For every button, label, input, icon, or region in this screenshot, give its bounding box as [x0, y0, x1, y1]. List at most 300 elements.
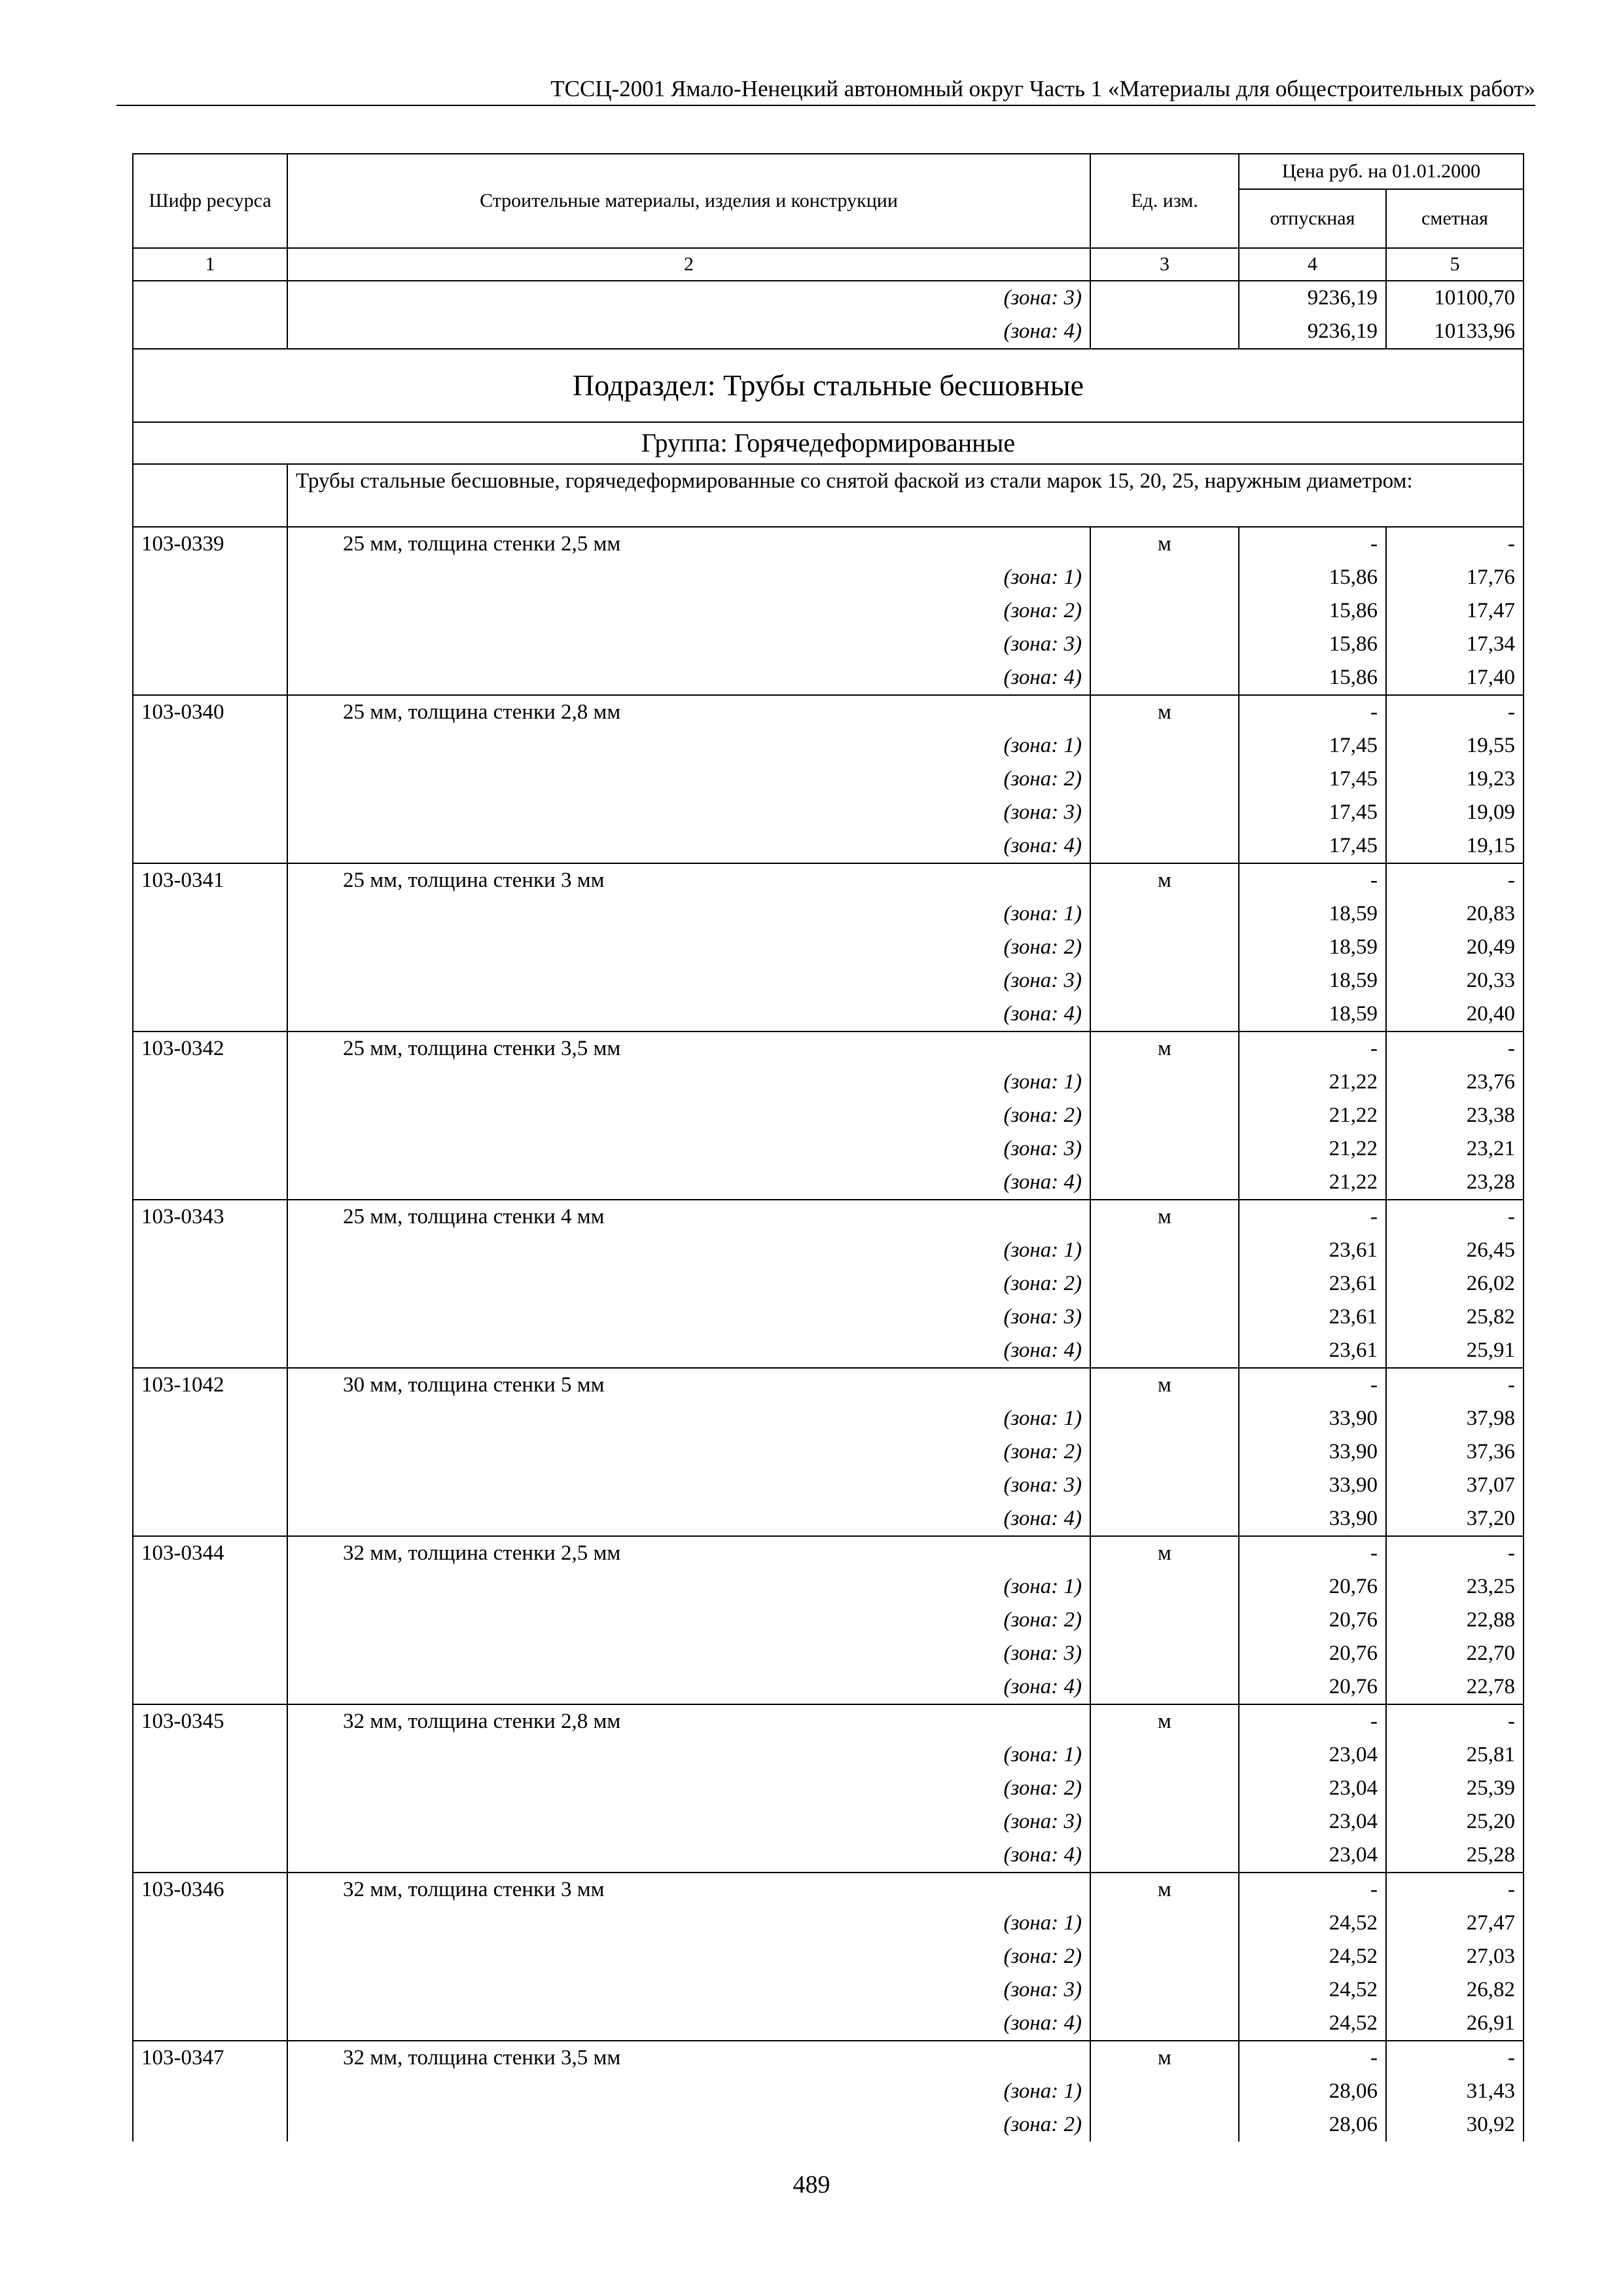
release-price: 15,86 — [1239, 561, 1386, 594]
estimate-price: 25,82 — [1386, 1300, 1524, 1334]
estimate-price: 20,49 — [1386, 931, 1524, 964]
release-price: 20,76 — [1239, 1670, 1386, 1704]
unit-cell: м — [1090, 527, 1239, 561]
code-cell — [133, 1402, 287, 1435]
resource-code: 103-0344 — [133, 1536, 287, 1570]
estimate-price: - — [1386, 1031, 1524, 1066]
code-cell — [133, 897, 287, 931]
estimate-price: 37,20 — [1386, 1502, 1524, 1536]
estimate-price: 30,92 — [1386, 2108, 1524, 2142]
zone-row — [133, 281, 1524, 315]
col-number: 2 — [287, 248, 1090, 281]
zone-row — [133, 628, 1524, 661]
zone-row — [133, 1334, 1524, 1368]
release-price: 17,45 — [1239, 762, 1386, 796]
estimate-price: 37,36 — [1386, 1435, 1524, 1469]
resource-code: 103-0343 — [133, 1200, 287, 1234]
unit-cell — [1090, 762, 1239, 796]
release-price: 15,86 — [1239, 628, 1386, 661]
release-price: 33,90 — [1239, 1469, 1386, 1502]
code-cell — [133, 628, 287, 661]
unit-cell — [1090, 1940, 1239, 1973]
unit-cell: м — [1090, 1200, 1239, 1234]
release-price: - — [1239, 2041, 1386, 2075]
item-row — [133, 1200, 1524, 1234]
zone-row — [133, 315, 1524, 349]
unit-cell — [1090, 1637, 1239, 1670]
zone-row — [133, 1637, 1524, 1670]
estimate-price: 19,09 — [1386, 796, 1524, 829]
unit-cell — [1090, 1502, 1239, 1536]
zone-row — [133, 1839, 1524, 1873]
estimate-price: 26,82 — [1386, 1973, 1524, 2007]
estimate-price: 25,81 — [1386, 1738, 1524, 1772]
release-price: - — [1239, 863, 1386, 897]
subsection-title: Подраздел: Трубы стальные бесшовные — [133, 349, 1524, 422]
zone-row — [133, 2075, 1524, 2108]
code-cell — [133, 1166, 287, 1200]
estimate-price: - — [1386, 1536, 1524, 1570]
code-cell — [133, 1670, 287, 1704]
zone-row — [133, 1738, 1524, 1772]
code-cell — [133, 1604, 287, 1637]
unit-cell — [1090, 1839, 1239, 1873]
estimate-price: - — [1386, 1368, 1524, 1402]
unit-cell — [1090, 1334, 1239, 1368]
code-cell — [133, 1973, 287, 2007]
item-name: 32 мм, толщина стенки 3,5 мм — [287, 2041, 1090, 2075]
code-cell — [133, 1907, 287, 1940]
code-cell — [133, 594, 287, 628]
zone-label: (зона: 1) — [287, 561, 1090, 594]
col-number: 4 — [1239, 248, 1386, 281]
zone-label: (зона: 1) — [287, 1738, 1090, 1772]
zone-row — [133, 1099, 1524, 1132]
release-price: 33,90 — [1239, 1502, 1386, 1536]
zone-label: (зона: 3) — [287, 1637, 1090, 1670]
header-unit: Ед. изм. — [1090, 154, 1239, 248]
release-price: 21,22 — [1239, 1066, 1386, 1099]
zone-label: (зона: 3) — [287, 1132, 1090, 1166]
code-cell — [133, 1570, 287, 1604]
zone-label: (зона: 4) — [287, 2007, 1090, 2041]
unit-cell — [1090, 829, 1239, 863]
unit-cell: м — [1090, 1704, 1239, 1738]
estimate-price: 26,91 — [1386, 2007, 1524, 2041]
resource-code: 103-0339 — [133, 527, 287, 561]
unit-cell — [1090, 1469, 1239, 1502]
release-price: 17,45 — [1239, 796, 1386, 829]
code-cell — [133, 1502, 287, 1536]
estimate-price: - — [1386, 1200, 1524, 1234]
item-name: 32 мм, толщина стенки 2,8 мм — [287, 1704, 1090, 1738]
item-name: 32 мм, толщина стенки 3 мм — [287, 1873, 1090, 1907]
item-name: 25 мм, толщина стенки 3,5 мм — [287, 1031, 1090, 1066]
release-price: 23,04 — [1239, 1839, 1386, 1873]
zone-row — [133, 1805, 1524, 1839]
release-price: - — [1239, 1704, 1386, 1738]
zone-label: (зона: 3) — [287, 1469, 1090, 1502]
estimate-price: 31,43 — [1386, 2075, 1524, 2108]
code-cell — [133, 315, 287, 349]
release-price: 17,45 — [1239, 729, 1386, 762]
col-number: 1 — [133, 248, 287, 281]
zone-row — [133, 1604, 1524, 1637]
release-price: 18,59 — [1239, 964, 1386, 997]
estimate-price: 22,78 — [1386, 1670, 1524, 1704]
zone-label: (зона: 4) — [287, 829, 1090, 863]
header-name: Строительные материалы, изделия и конструкции — [287, 154, 1090, 248]
estimate-price: 27,47 — [1386, 1907, 1524, 1940]
resource-code: 103-0340 — [133, 695, 287, 729]
item-row — [133, 1873, 1524, 1907]
estimate-price: - — [1386, 695, 1524, 729]
release-price: 9236,19 — [1239, 315, 1386, 349]
resource-code: 103-0346 — [133, 1873, 287, 1907]
unit-cell — [1090, 661, 1239, 695]
estimate-price: 17,76 — [1386, 561, 1524, 594]
group-title: Группа: Горячедеформированные — [133, 422, 1524, 464]
estimate-price: 26,45 — [1386, 1234, 1524, 1267]
estimate-price: 17,34 — [1386, 628, 1524, 661]
code-cell — [133, 964, 287, 997]
estimate-price: 10100,70 — [1386, 281, 1524, 315]
zone-label: (зона: 1) — [287, 2075, 1090, 2108]
zone-row — [133, 1267, 1524, 1300]
code-cell — [133, 931, 287, 964]
unit-cell — [1090, 1300, 1239, 1334]
estimate-price: 19,23 — [1386, 762, 1524, 796]
zone-label: (зона: 2) — [287, 1267, 1090, 1300]
unit-cell — [1090, 796, 1239, 829]
release-price: 23,61 — [1239, 1234, 1386, 1267]
unit-cell — [1090, 1435, 1239, 1469]
release-price: 24,52 — [1239, 1940, 1386, 1973]
subsection-row — [133, 349, 1524, 422]
header-estimate: сметная — [1386, 189, 1524, 248]
item-row — [133, 2041, 1524, 2075]
item-row — [133, 1368, 1524, 1402]
zone-row — [133, 1402, 1524, 1435]
code-cell — [133, 464, 287, 527]
zone-row — [133, 1469, 1524, 1502]
code-cell — [133, 1805, 287, 1839]
release-price: 20,76 — [1239, 1604, 1386, 1637]
unit-cell — [1090, 1234, 1239, 1267]
zone-label: (зона: 1) — [287, 1402, 1090, 1435]
zone-label: (зона: 1) — [287, 1570, 1090, 1604]
code-cell — [133, 729, 287, 762]
estimate-price: 20,40 — [1386, 997, 1524, 1031]
resource-code: 103-0341 — [133, 863, 287, 897]
unit-cell — [1090, 1738, 1239, 1772]
code-cell — [133, 1066, 287, 1099]
zone-row — [133, 1570, 1524, 1604]
unit-cell: м — [1090, 863, 1239, 897]
zone-label: (зона: 1) — [287, 897, 1090, 931]
release-price: 21,22 — [1239, 1132, 1386, 1166]
estimate-price: 25,91 — [1386, 1334, 1524, 1368]
zone-label: (зона: 3) — [287, 1973, 1090, 2007]
zone-label: (зона: 1) — [287, 1066, 1090, 1099]
estimate-price: 20,83 — [1386, 897, 1524, 931]
release-price: 21,22 — [1239, 1166, 1386, 1200]
unit-cell: м — [1090, 695, 1239, 729]
header-rule — [116, 105, 1535, 106]
item-name: 30 мм, толщина стенки 5 мм — [287, 1368, 1090, 1402]
code-cell — [133, 2075, 287, 2108]
zone-label: (зона: 1) — [287, 1234, 1090, 1267]
code-cell — [133, 1099, 287, 1132]
item-row — [133, 527, 1524, 561]
header-price-group: Цена руб. на 01.01.2000 — [1239, 154, 1524, 189]
zone-label: (зона: 4) — [287, 315, 1090, 349]
code-cell — [133, 1300, 287, 1334]
estimate-price: 25,20 — [1386, 1805, 1524, 1839]
zone-row — [133, 661, 1524, 695]
item-name: 32 мм, толщина стенки 2,5 мм — [287, 1536, 1090, 1570]
zone-row — [133, 897, 1524, 931]
zone-label: (зона: 2) — [287, 594, 1090, 628]
release-price: 18,59 — [1239, 931, 1386, 964]
zone-row — [133, 2108, 1524, 2142]
release-price: 15,86 — [1239, 661, 1386, 695]
zone-row — [133, 2007, 1524, 2041]
release-price: - — [1239, 1873, 1386, 1907]
item-row — [133, 1536, 1524, 1570]
unit-cell — [1090, 2108, 1239, 2142]
release-price: 21,22 — [1239, 1099, 1386, 1132]
unit-cell — [1090, 897, 1239, 931]
zone-row — [133, 997, 1524, 1031]
zone-row — [133, 829, 1524, 863]
zone-row — [133, 1132, 1524, 1166]
zone-label: (зона: 2) — [287, 1604, 1090, 1637]
estimate-price: 23,28 — [1386, 1166, 1524, 1200]
estimate-price: 19,15 — [1386, 829, 1524, 863]
unit-cell — [1090, 281, 1239, 315]
code-cell — [133, 1334, 287, 1368]
unit-cell — [1090, 1166, 1239, 1200]
zone-label: (зона: 4) — [287, 1839, 1090, 1873]
code-cell — [133, 762, 287, 796]
release-price: 15,86 — [1239, 594, 1386, 628]
item-row — [133, 695, 1524, 729]
zone-label: (зона: 4) — [287, 1502, 1090, 1536]
unit-cell — [1090, 2007, 1239, 2041]
zone-row — [133, 796, 1524, 829]
estimate-price: - — [1386, 1873, 1524, 1907]
code-cell — [133, 829, 287, 863]
zone-row — [133, 1973, 1524, 2007]
zone-row — [133, 1435, 1524, 1469]
release-price: 9236,19 — [1239, 281, 1386, 315]
unit-cell — [1090, 1907, 1239, 1940]
release-price: - — [1239, 1031, 1386, 1066]
release-price: 23,04 — [1239, 1772, 1386, 1805]
unit-cell — [1090, 729, 1239, 762]
code-cell — [133, 1234, 287, 1267]
col-number: 3 — [1090, 248, 1239, 281]
estimate-price: - — [1386, 863, 1524, 897]
release-price: 20,76 — [1239, 1637, 1386, 1670]
zone-label: (зона: 3) — [287, 628, 1090, 661]
estimate-price: 25,39 — [1386, 1772, 1524, 1805]
code-cell — [133, 796, 287, 829]
zone-label: (зона: 2) — [287, 2108, 1090, 2142]
release-price: 23,04 — [1239, 1738, 1386, 1772]
code-cell — [133, 1839, 287, 1873]
unit-cell — [1090, 997, 1239, 1031]
zone-row — [133, 1066, 1524, 1099]
release-price: 20,76 — [1239, 1570, 1386, 1604]
release-price: 23,61 — [1239, 1267, 1386, 1300]
zone-row — [133, 1234, 1524, 1267]
page-number: 489 — [793, 2171, 830, 2198]
resource-code: 103-0345 — [133, 1704, 287, 1738]
zone-label: (зона: 2) — [287, 1099, 1090, 1132]
code-cell — [133, 1637, 287, 1670]
unit-cell — [1090, 1099, 1239, 1132]
zone-label: (зона: 3) — [287, 1805, 1090, 1839]
zone-row — [133, 964, 1524, 997]
unit-cell: м — [1090, 1031, 1239, 1066]
zone-label: (зона: 4) — [287, 661, 1090, 695]
estimate-price: 22,88 — [1386, 1604, 1524, 1637]
item-name: 25 мм, толщина стенки 2,8 мм — [287, 695, 1090, 729]
zone-label: (зона: 2) — [287, 1435, 1090, 1469]
resource-code: 103-0347 — [133, 2041, 287, 2075]
release-price: 33,90 — [1239, 1435, 1386, 1469]
estimate-price: 23,38 — [1386, 1099, 1524, 1132]
unit-cell — [1090, 1805, 1239, 1839]
code-cell — [133, 1132, 287, 1166]
zone-row — [133, 1772, 1524, 1805]
zone-label: (зона: 2) — [287, 1772, 1090, 1805]
unit-cell — [1090, 594, 1239, 628]
item-name: 25 мм, толщина стенки 2,5 мм — [287, 527, 1090, 561]
unit-cell — [1090, 1402, 1239, 1435]
zone-row — [133, 729, 1524, 762]
zone-row — [133, 561, 1524, 594]
code-cell — [133, 1772, 287, 1805]
unit-cell — [1090, 2075, 1239, 2108]
unit-cell — [1090, 964, 1239, 997]
estimate-price: 19,55 — [1386, 729, 1524, 762]
unit-cell — [1090, 315, 1239, 349]
unit-cell — [1090, 561, 1239, 594]
release-price: 18,59 — [1239, 997, 1386, 1031]
zone-label: (зона: 2) — [287, 1940, 1090, 1973]
unit-cell — [1090, 1772, 1239, 1805]
unit-cell — [1090, 1066, 1239, 1099]
unit-cell — [1090, 1670, 1239, 1704]
code-cell — [133, 1469, 287, 1502]
release-price: 17,45 — [1239, 829, 1386, 863]
unit-cell — [1090, 1267, 1239, 1300]
item-name: 25 мм, толщина стенки 4 мм — [287, 1200, 1090, 1234]
zone-row — [133, 1502, 1524, 1536]
code-cell — [133, 2007, 287, 2041]
code-cell — [133, 1435, 287, 1469]
estimate-price: - — [1386, 527, 1524, 561]
zone-row — [133, 762, 1524, 796]
group-description: Трубы стальные бесшовные, горячедеформированные со снятой фаской из стали марок 15, 20, 25, наружным диаметром: — [287, 464, 1524, 527]
zone-label: (зона: 4) — [287, 1334, 1090, 1368]
code-cell — [133, 1738, 287, 1772]
zone-row — [133, 1907, 1524, 1940]
release-price: - — [1239, 1200, 1386, 1234]
zone-label: (зона: 2) — [287, 931, 1090, 964]
header-code: Шифр ресурса — [133, 154, 287, 248]
unit-cell — [1090, 1973, 1239, 2007]
code-cell — [133, 2108, 287, 2142]
zone-label: (зона: 4) — [287, 1670, 1090, 1704]
unit-cell: м — [1090, 2041, 1239, 2075]
unit-cell: м — [1090, 1536, 1239, 1570]
release-price: - — [1239, 1536, 1386, 1570]
release-price: 24,52 — [1239, 1973, 1386, 2007]
estimate-price: 26,02 — [1386, 1267, 1524, 1300]
header-release: отпускная — [1239, 189, 1386, 248]
estimate-price: 20,33 — [1386, 964, 1524, 997]
estimate-price: 23,76 — [1386, 1066, 1524, 1099]
description-row — [133, 464, 1524, 527]
zone-label: (зона: 3) — [287, 964, 1090, 997]
zone-row — [133, 1300, 1524, 1334]
resource-code: 103-1042 — [133, 1368, 287, 1402]
zone-label: (зона: 1) — [287, 729, 1090, 762]
unit-cell: м — [1090, 1873, 1239, 1907]
code-cell — [133, 997, 287, 1031]
zone-label: (зона: 3) — [287, 1300, 1090, 1334]
code-cell — [133, 281, 287, 315]
release-price: 23,61 — [1239, 1300, 1386, 1334]
estimate-price: - — [1386, 2041, 1524, 2075]
unit-cell: м — [1090, 1368, 1239, 1402]
item-name: 25 мм, толщина стенки 3 мм — [287, 863, 1090, 897]
release-price: 23,04 — [1239, 1805, 1386, 1839]
zone-row — [133, 1166, 1524, 1200]
zone-label: (зона: 4) — [287, 1166, 1090, 1200]
release-price: 24,52 — [1239, 1907, 1386, 1940]
code-cell — [133, 1267, 287, 1300]
zone-label: (зона: 3) — [287, 796, 1090, 829]
unit-cell — [1090, 628, 1239, 661]
code-cell — [133, 561, 287, 594]
release-price: - — [1239, 695, 1386, 729]
zone-label: (зона: 1) — [287, 1907, 1090, 1940]
zone-row — [133, 594, 1524, 628]
estimate-price: 10133,96 — [1386, 315, 1524, 349]
group-row — [133, 422, 1524, 464]
zone-row — [133, 931, 1524, 964]
resource-code: 103-0342 — [133, 1031, 287, 1066]
release-price: 23,61 — [1239, 1334, 1386, 1368]
col-number: 5 — [1386, 248, 1524, 281]
estimate-price: 17,47 — [1386, 594, 1524, 628]
estimate-price: 17,40 — [1386, 661, 1524, 695]
unit-cell — [1090, 931, 1239, 964]
estimate-price: 23,21 — [1386, 1132, 1524, 1166]
running-title: ТССЦ-2001 Ямало-Ненецкий автономный округ Часть 1 «Материалы для общестроительных работ» — [550, 76, 1535, 101]
zone-label: (зона: 2) — [287, 762, 1090, 796]
estimate-price: 22,70 — [1386, 1637, 1524, 1670]
estimate-price: - — [1386, 1704, 1524, 1738]
estimate-price: 37,98 — [1386, 1402, 1524, 1435]
estimate-price: 25,28 — [1386, 1839, 1524, 1873]
price-table — [132, 153, 1524, 2142]
